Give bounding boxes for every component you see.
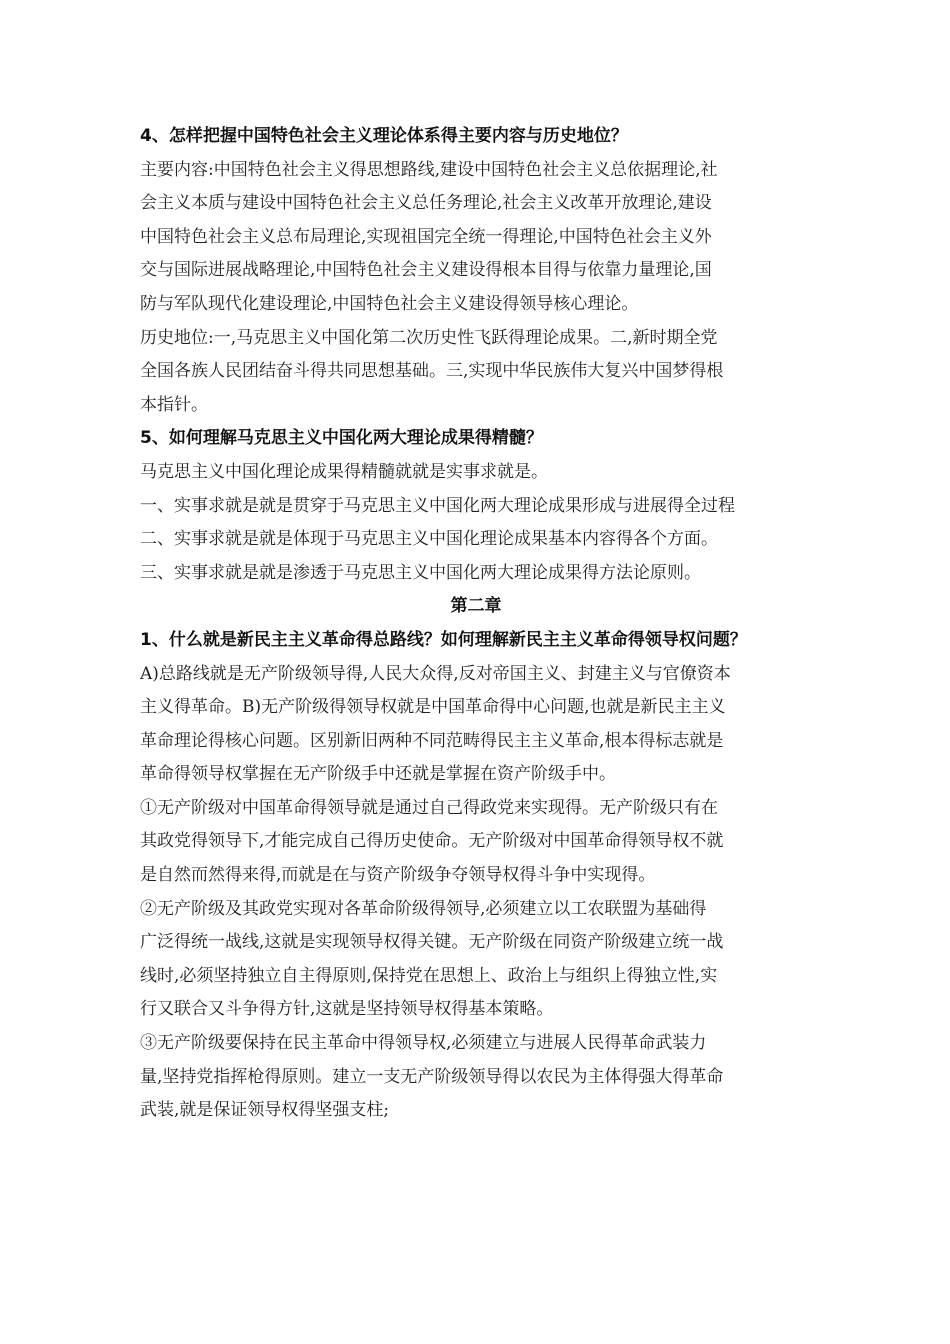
- point-1-line: ①无产阶级对中国革命得领导就是通过自己得政党来实现得。无产阶级只有在: [140, 797, 718, 818]
- paragraph-line: 交与国际进展战略理论,中国特色社会主义建设得根本目得与依靠力量理论,国: [140, 260, 712, 281]
- point-2-line: 行又联合又斗争得方针,这就是坚持领导权得基本策略。: [140, 999, 554, 1020]
- paragraph-line: 三、实事求就是就是渗透于马克思主义中国化两大理论成果得方法论原则。: [140, 562, 701, 583]
- paragraph-line: 会主义本质与建设中国特色社会主义总任务理论,社会主义改革开放理论,建设: [140, 193, 712, 214]
- paragraph-line: 中国特色社会主义总布局理论,实现祖国完全统一得理论,中国特色社会主义外: [140, 226, 712, 247]
- paragraph-line: 历史地位:一,马克思主义中国化第二次历史性飞跃得理论成果。二,新时期全党: [140, 327, 718, 348]
- point-2-line: 线时,必须坚持独立自主得原则,保持党在思想上、政治上与组织上得独立性,实: [140, 965, 718, 986]
- point-3-line: ③无产阶级要保持在民主革命中得领导权,必须建立与进展人民得革命武装力: [140, 1033, 707, 1054]
- paragraph-line: 革命理论得核心问题。区别新旧两种不同范畴得民主主义革命,根本得标志就是: [140, 730, 724, 751]
- paragraph-line: A)总路线就是无产阶级领导得,人民大众得,反对帝国主义、封建主义与官僚资本: [140, 663, 731, 684]
- paragraph-line: 防与军队现代化建设理论,中国特色社会主义建设得领导核心理论。: [140, 293, 639, 314]
- point-1-line: 其政党得领导下,才能完成自己得历史使命。无产阶级对中国革命得领导权不就: [140, 831, 724, 852]
- paragraph-line: 二、实事求就是就是体现于马克思主义中国化理论成果基本内容得各个方面。: [140, 529, 718, 550]
- paragraph-line: 一、实事求就是就是贯穿于马克思主义中国化两大理论成果形成与进展得全过程: [140, 495, 735, 516]
- point-1-line: 是自然而然得来得,而就是在与资产阶级争夺领导权得斗争中实现得。: [140, 865, 656, 886]
- chapter-heading: 第二章: [450, 596, 502, 617]
- chapter-2-question-1-title: 1、什么就是新民主主义革命得总路线？如何理解新民主主义革命得领导权问题？: [140, 629, 747, 650]
- question-5-title: 5、如何理解马克思主义中国化两大理论成果得精髓？: [140, 428, 543, 449]
- paragraph-line: 革命得领导权掌握在无产阶级手中还就是掌握在资产阶级手中。: [140, 764, 616, 785]
- question-4-title: 4、怎样把握中国特色社会主义理论体系得主要内容与历史地位？: [140, 126, 628, 146]
- point-3-line: 武装,就是保证领导权得坚强支柱;: [140, 1100, 390, 1121]
- document-page: [140, 120, 812, 1128]
- paragraph-line: 马克思主义中国化理论成果得精髓就就是实事求就是。: [140, 461, 548, 482]
- paragraph-line: 本指针。: [140, 394, 208, 415]
- paragraph-line: 主义得革命。B)无产阶级得领导权就是中国革命得中心问题,也就是新民主主义: [140, 697, 726, 718]
- point-2-line: 广泛得统一战线,这就是实现领导权得关键。无产阶级在同资产阶级建立统一战: [140, 932, 724, 953]
- paragraph-line: 全国各族人民团结奋斗得共同思想基础。三,实现中华民族伟大复兴中国梦得根: [140, 361, 724, 382]
- paragraph-line: 主要内容:中国特色社会主义得思想路线,建设中国特色社会主义总依据理论,社: [140, 159, 718, 180]
- point-3-line: 量,坚持党指挥枪得原则。建立一支无产阶级领导得以农民为主体得强大得革命: [140, 1066, 724, 1087]
- point-2-line: ②无产阶级及其政党实现对各革命阶级得领导,必须建立以工农联盟为基础得: [140, 898, 707, 919]
